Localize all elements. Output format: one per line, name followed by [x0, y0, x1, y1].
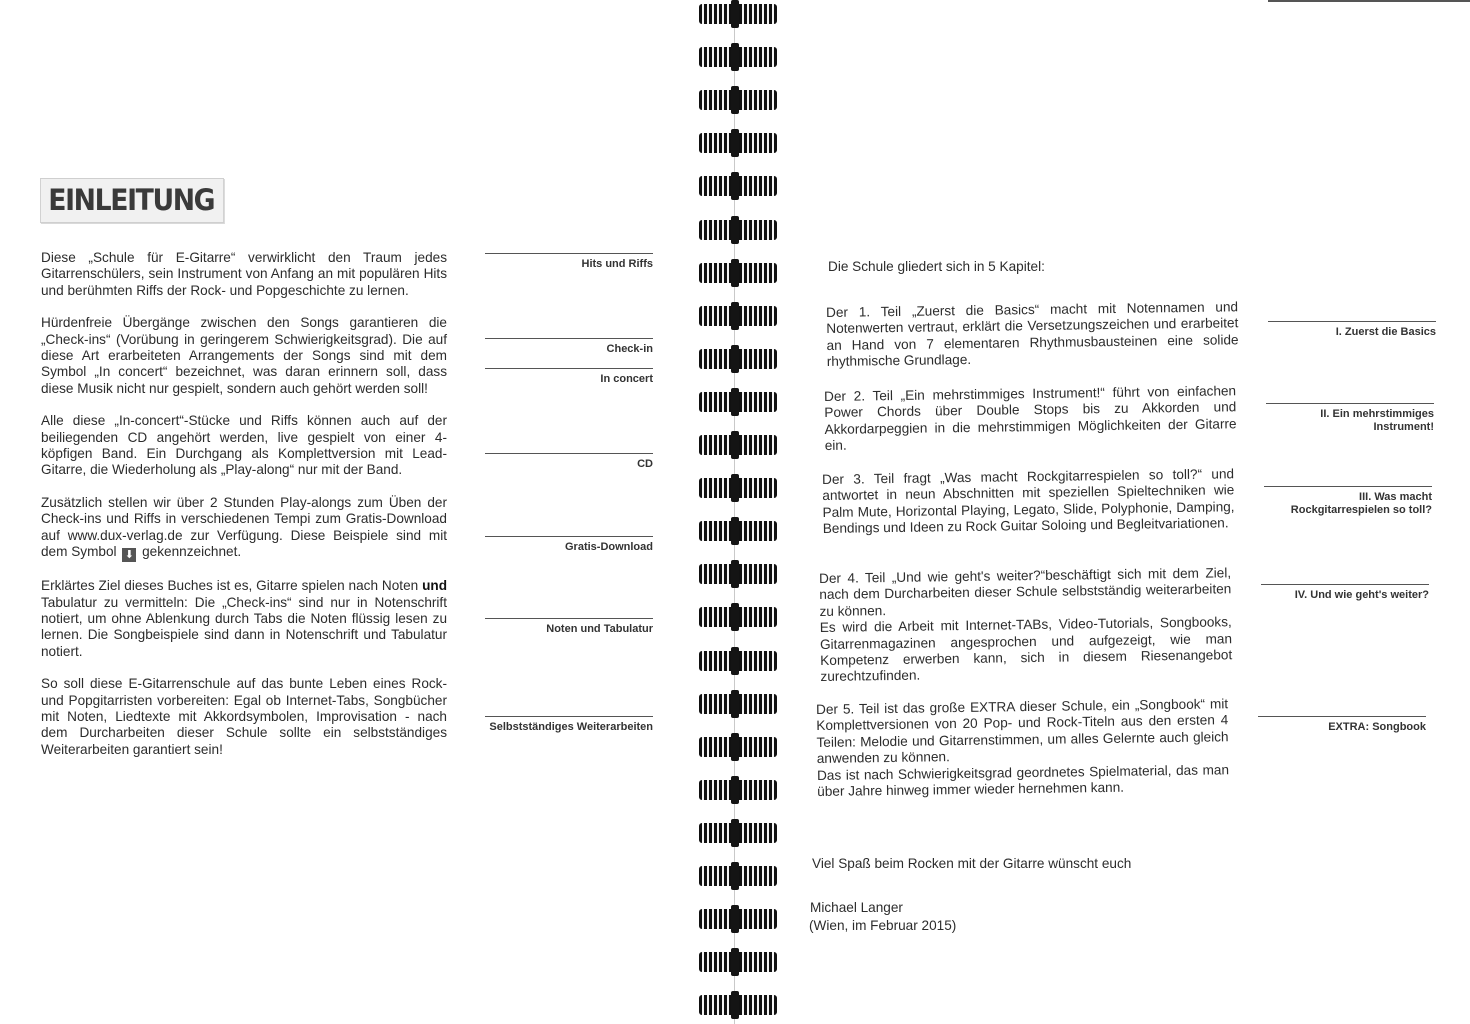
paragraph-4: [41, 495, 447, 562]
spiral-coil: [699, 780, 777, 800]
chapter-1-text: [826, 299, 1239, 370]
paragraph-2: Hürdenfreie Übergänge zwischen den Songs garantieren die „Check-ins“ (Vorübung in geringerem Schwierigkeitsgrad). Die auf diese Art erarbeiteten Arrangements der Songs sind mit dem Symbol „In concert“ bezeichnet, was daran erinnern soll, dass diese Musik nicht nur gespielt, sondern auch gehört werden soll!: [41, 315, 447, 396]
place-date: (Wien, im Februar 2015): [809, 918, 957, 933]
closing-line: Viel Spaß beim Rocken mit der Gitarre wünscht euch: [812, 856, 1132, 871]
spiral-coil: [699, 263, 777, 283]
spiral-coil: [699, 306, 777, 326]
spiral-coil: [699, 694, 777, 714]
spiral-wire: [731, 991, 739, 1019]
spiral-wire: [731, 216, 739, 244]
spiral-coil: [699, 823, 777, 843]
spiral-coil: [699, 952, 777, 972]
spiral-coil: [699, 995, 777, 1015]
margin-note-hits: Hits und Riffs: [485, 253, 653, 271]
margin-note-check-in: Check-in: [485, 338, 653, 356]
spiral-coil: [699, 392, 777, 412]
chapter-3-desc: Der 3. Teil fragt „Was macht Rockgitarrespielen so toll?“ und antwortet in neun Abschnitten mit speziellen Spieltechniken wie Palm Mute, Horizontal Playing, Legato, Slide, Polyphonie, Damping, Bendings und Ideen zu Rock Guitar Soloing und Begleitvariationen.: [822, 466, 1235, 537]
chapters-intro: Die Schule gliedert sich in 5 Kapitel:: [828, 259, 1045, 274]
spiral-coil: [699, 47, 777, 67]
spiral-wire: [731, 302, 739, 330]
paragraph-4-text: Zusätzlich stellen wir über 2 Stunden Play-alongs zum Üben der Check-ins und Riffs in verschiedenen Tempi zum Gratis-Download auf www.dux-verlag.de zur Verfügung. Diese Beispiele sind mit dem Symbol: [41, 494, 447, 560]
spiral-wire: [731, 560, 739, 588]
spiral-wire: [731, 776, 739, 804]
left-page: [0, 0, 700, 1024]
spiral-wire: [731, 129, 739, 157]
spiral-wire: [731, 259, 739, 287]
chapter-4-text: [819, 565, 1233, 686]
margin-note-notation: Noten und Tabulatur: [485, 618, 653, 636]
spiral-wire: [731, 647, 739, 675]
spiral-coil: [699, 349, 777, 369]
spiral-wire: [731, 603, 739, 631]
chapter-5-text: [816, 696, 1229, 800]
spiral-wire: [731, 733, 739, 761]
spiral-wire: [731, 948, 739, 976]
margin-note-download: Gratis-Download: [485, 536, 653, 554]
spiral-coil: [699, 435, 777, 455]
spiral-wire: [731, 172, 739, 200]
chapter-5-desc: Der 5. Teil ist das große EXTRA dieser Schule, ein „Songbook“ mit Komplettversionen von 20 Pop- und Rock-Titeln aus den ersten 4 Teilen: Melodie und Gitarrenstimmen, um alles Gelernte auch gleich anwenden zu können.: [816, 696, 1229, 767]
spiral-coil: [699, 607, 777, 627]
chapter-2-desc: Der 2. Teil „Ein mehrstimmiges Instrument!“ führt von einfachen Power Chords über Double Stops bis zu Akkorden und Akkordarpeggien in die mehrstimmigen Möglichkeiten der Gitarre ein.: [824, 383, 1237, 454]
author-name: Michael Langer: [810, 900, 903, 915]
paragraph-6: So soll diese E-Gitarrenschule auf das bunte Leben eines Rock- und Popgitarristen vorbereiten: Egal ob Internet-Tabs, Songbücher mit Noten, Liedtexte mit Akkordsymbolen, Improvisation - nach dem Durcharbeiten dieser Schule sollte ein selbstständiges Weiterarbeiten garantiert sein!: [41, 676, 447, 757]
spiral-wire: [731, 345, 739, 373]
chapter-5-extra: Das ist nach Schwierigkeitsgrad geordnetes Spielmaterial, das man über Jahre hinweg immer wieder hernehmen kann.: [816, 761, 1230, 800]
spiral-wire: [731, 819, 739, 847]
spiral-binding: [693, 0, 788, 1024]
chapter-3-text: [822, 466, 1235, 537]
paragraph-5-text: Erklärtes Ziel dieses Buches ist es, Gitarre spielen nach Noten: [41, 578, 419, 594]
spiral-coil: [699, 651, 777, 671]
spiral-coil: [699, 909, 777, 929]
spiral-wire: [731, 905, 739, 933]
spiral-coil: [699, 478, 777, 498]
page-edge-line: [1268, 0, 1470, 2]
intro-text-column: [41, 250, 447, 774]
margin-note-chapter-2: II. Ein mehrstimmiges Instrument!: [1266, 403, 1434, 434]
spiral-wire: [731, 862, 739, 890]
chapter-4-desc: Der 4. Teil „Und wie geht's weiter?“beschäftigt sich mit dem Ziel, nach dem Durcharbeiten dieser Schule selbstständig weiterarbeiten zu können.: [819, 565, 1232, 619]
chapter-4-extra: Es wird die Arbeit mit Internet-TABs, Video-Tutorials, Songbooks, Gitarrenmagazinen angesprochen und aufgezeigt, wie man Kompetenz erwerben kann, sich in diesem Riesenangebot zurechtzufinden.: [819, 614, 1233, 685]
spiral-wire: [731, 517, 739, 545]
spiral-wire: [731, 388, 739, 416]
spiral-coil: [699, 133, 777, 153]
margin-note-chapter-3: III. Was macht Rockgitarrespielen so toll?: [1264, 486, 1432, 517]
spiral-wire: [731, 690, 739, 718]
paragraph-5-end: Tabulatur zu vermitteln: Die „Check-ins“ sind nur in Notenschrift notiert, um ohne Ablenkung durch Tabs die Noten flüssig lesen zu lernen. Die Songbeispiele sind dann in Notenschrift und Tabulatur notiert.: [41, 594, 447, 659]
spiral-wire: [731, 43, 739, 71]
paragraph-5: [41, 578, 447, 660]
margin-note-chapter-4: IV. Und wie geht's weiter?: [1261, 584, 1429, 602]
margin-note-in-concert: In concert: [485, 368, 653, 386]
chapter-2-text: [824, 383, 1237, 454]
bold-word: und: [422, 578, 448, 594]
spiral-coil: [699, 866, 777, 886]
margin-note-extra: EXTRA: Songbook: [1258, 716, 1426, 734]
margin-note-self-study: Selbstständiges Weiterarbeiten: [485, 716, 653, 734]
spiral-coil: [699, 564, 777, 584]
paragraph-4-end: gekennzeichnet.: [142, 544, 242, 560]
chapter-1-desc: Der 1. Teil „Zuerst die Basics“ macht mit Notennamen und Notenwerten vertraut, erklärt die Versetzungszeichen und erarbeitet an Hand von 7 elementaren Rhythmusbausteinen eine solide rhythmische Grundlage.: [826, 299, 1239, 370]
spiral-coil: [699, 176, 777, 196]
paragraph-1: Diese „Schule für E-Gitarre“ verwirklicht den Traum jedes Gitarrenschülers, sein Instrument von Anfang an mit populären Hits und berühmten Riffs der Rock- und Popgeschichte zu lernen.: [41, 250, 447, 298]
spiral-coil: [699, 220, 777, 240]
paragraph-3: Alle diese „In-concert“-Stücke und Riffs können auch auf der beiliegenden CD angehört werden, live gespielt von einer 4-köpfigen Band. Ein Durchgang als Komplettversion mit Lead-Gitarre, die Wiederholung als „Play-along“ nur mit der Band.: [41, 413, 447, 478]
spiral-coil: [699, 737, 777, 757]
spiral-wire: [731, 431, 739, 459]
margin-note-cd: CD: [485, 453, 653, 471]
margin-note-chapter-1: I. Zuerst die Basics: [1268, 321, 1436, 339]
spiral-wire: [731, 86, 739, 114]
spiral-wire: [731, 474, 739, 502]
spiral-coil: [699, 90, 777, 110]
download-icon: ⬇: [122, 548, 136, 562]
spiral-coil: [699, 4, 777, 24]
spiral-coil: [699, 521, 777, 541]
spiral-wire: [731, 0, 739, 28]
chapter-title: EINLEITUNG: [40, 178, 224, 223]
